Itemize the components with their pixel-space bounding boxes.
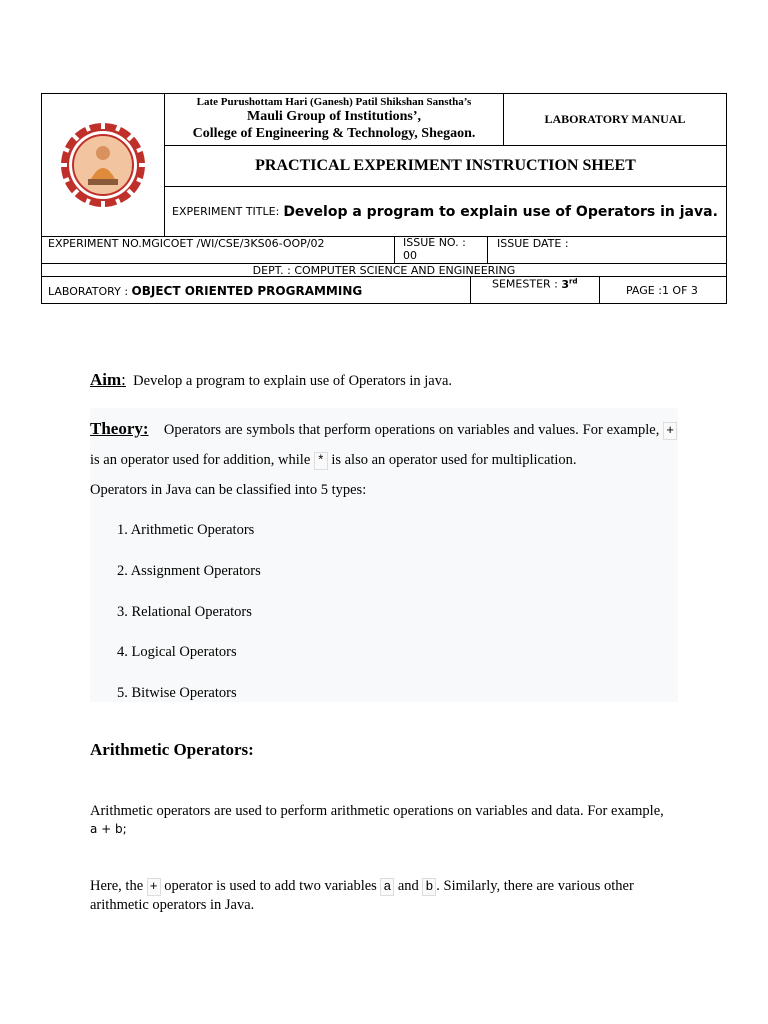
experiment-number: EXPERIMENT NO.MGICOET /WI/CSE/3KS06-OOP/02 [48,237,325,250]
laboratory-name: OBJECT ORIENTED PROGRAMMING [131,284,363,298]
arithmetic-heading: Arithmetic Operators: [90,740,254,759]
page-number: PAGE :1 OF 3 [626,284,698,297]
issue-no-cell [394,236,488,264]
experiment-title-cell [165,187,726,236]
theory-text-2: is an operator used for addition, while [90,452,311,468]
theory-section [90,414,677,505]
issue-no-label: ISSUE NO. : [403,236,466,249]
operator-type-item: 4. Logical Operators [117,644,237,660]
college-name: College of Engineering & Technology, Shegaon. [192,126,476,141]
plus-operator-code: + [663,422,677,440]
aim-text: Develop a program to explain use of Operators in java. [133,373,453,389]
sanstha-name: Late Purushottam Hari (Ganesh) Patil Shikshan Sanstha’s [196,96,472,108]
aim-section [90,370,452,390]
para2-text-c: . Similarly, there are various other arithmetic operators in Java. [90,878,634,913]
aim-label: Aim [90,370,122,389]
department: DEPT. : COMPUTER SCIENCE AND ENGINEERING [42,264,726,277]
college-logo [55,117,151,213]
semester-label: SEMESTER : [492,277,558,291]
group-name: Mauli Group of Institutions’, [247,109,421,124]
operator-type-item: 1. Arithmetic Operators [117,522,255,538]
star-operator-code: * [314,452,328,470]
arithmetic-paragraph-1 [90,802,670,838]
variable-a-code: a [380,878,394,896]
experiment-info-row [42,236,726,264]
issue-no-value: 00 [403,249,417,262]
plus-operator-code: + [147,878,161,896]
document-header-table [41,93,727,304]
aim-colon: : [121,370,126,389]
sheet-title: PRACTICAL EXPERIMENT INSTRUCTION SHEET [165,146,726,187]
semester-value: 3rd [561,277,578,291]
experiment-title-label: EXPERIMENT TITLE: [172,205,280,218]
para2-text-a: Here, the [90,878,144,894]
operator-type-item: 5. Bitwise Operators [117,685,237,701]
para2-and: and [397,878,419,894]
institution-name-cell [165,94,504,146]
example-code: a + b; [90,822,127,836]
theory-text-1: Operators are symbols that perform operations on variables and values. For example, [163,422,660,438]
operator-type-item: 2. Assignment Operators [117,563,261,579]
laboratory-row [42,277,726,303]
issue-date-label: ISSUE DATE : [497,237,569,250]
laboratory-label: LABORATORY : [48,285,129,298]
arithmetic-paragraph-2 [90,877,670,914]
operator-type-item: 3. Relational Operators [117,604,252,620]
lab-manual-label: LABORATORY MANUAL [504,94,726,146]
theory-text-3: is also an operator used for multiplication. [331,452,577,468]
semester-cell [470,277,600,303]
college-logo-cell [42,94,165,236]
theory-text-4: Operators in Java can be classified into 5 types: [90,482,367,498]
para2-text-b: operator is used to add two variables [164,878,377,894]
theory-label: Theory: [90,419,149,438]
laboratory-cell [48,284,362,298]
experiment-title: Develop a program to explain use of Operators in java. [283,203,718,220]
variable-b-code: b [422,878,436,896]
semester-superscript: rd [569,277,578,285]
arithmetic-para1-text: Arithmetic operators are used to perform arithmetic operations on variables and data. For example, [90,803,664,819]
